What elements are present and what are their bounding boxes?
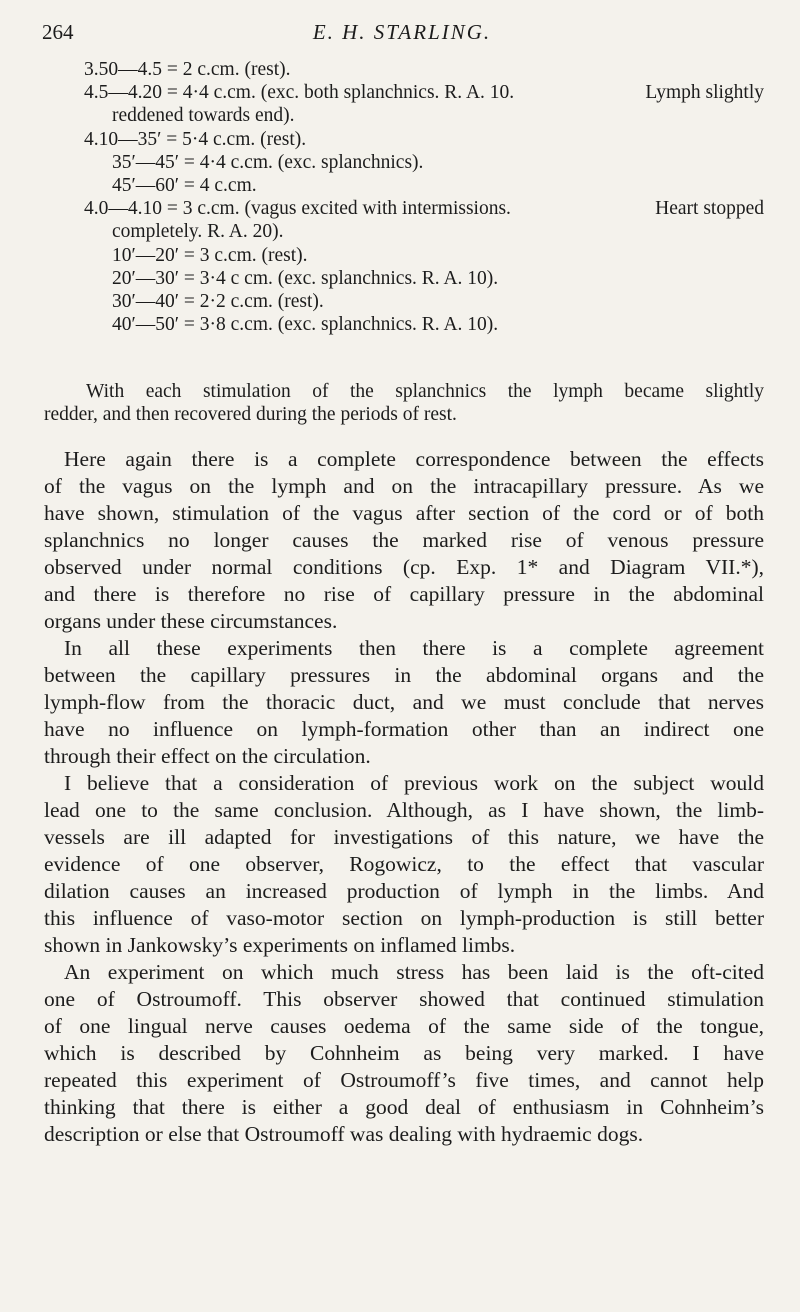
paragraph-line: have no influence on lymph-formation other than an indirect one (44, 717, 764, 741)
running-head: E. H. STARLING. (312, 20, 492, 44)
paragraph-line: lead one to the same conclusion. Although, as I have shown, the limb- (44, 798, 764, 822)
paragraph-line: lymph-flow from the thoracic duct, and we must conclude that nerves (44, 690, 764, 714)
paragraph-line: and there is therefore no rise of capillary pressure in the abdominal (44, 582, 764, 606)
protocol-line-note: Lymph slightly (645, 82, 764, 104)
paragraph-line: repeated this experiment of Ostroumoff’s five times, and cannot help (44, 1068, 764, 1092)
protocol-line (84, 81, 764, 104)
paragraph-line: Here again there is a complete correspondence between the effects (64, 447, 764, 471)
summary-line: redder, and then recovered during the periods of rest. (44, 404, 457, 426)
paragraph (44, 635, 764, 770)
protocol-line-main: 4.5—4.20 = 4·4 c.cm. (exc. both splanchnics. R. A. 10. (84, 82, 515, 104)
paragraph-line: thinking that there is either a good deal of enthusiasm in Cohnheim’s (44, 1095, 764, 1119)
protocol-summary (44, 380, 764, 426)
paragraph-line: observed under normal conditions (cp. Exp. 1* and Diagram VII.*), (44, 555, 764, 579)
paragraph-line: description or else that Ostroumoff was dealing with hydraemic dogs. (44, 1122, 644, 1146)
paragraph-line: vessels are ill adapted for investigations of this nature, we have the (44, 825, 764, 849)
protocol-line: 35′—45′ = 4·4 c.cm. (exc. splanchnics). (112, 151, 424, 173)
protocol-line: completely. R. A. 20). (112, 221, 284, 243)
paragraph (44, 770, 764, 959)
protocol-line: 4.10—35′ = 5·4 c.cm. (rest). (84, 128, 307, 150)
protocol-line: 3.50—4.5 = 2 c.cm. (rest). (84, 59, 291, 80)
protocol-line (84, 197, 764, 220)
paragraph-line: An experiment on which much stress has been laid is the oft-cited (64, 960, 764, 984)
body-text (44, 446, 764, 1148)
protocol-line: 20′—30′ = 3·4 c cm. (exc. splanchnics. R. A. 10). (112, 267, 499, 289)
paragraph-line: shown in Jankowsky’s experiments on inflamed limbs. (44, 933, 516, 957)
paragraph-line: have shown, stimulation of the vagus after section of the cord or of both (44, 501, 764, 525)
paragraph-line: In all these experiments then there is a complete agreement (64, 636, 764, 660)
paragraph-line: dilation causes an increased production of lymph in the limbs. And (44, 879, 764, 903)
summary-line: With each stimulation of the splanchnics the lymph became slightly (86, 381, 764, 402)
paragraph-line: through their effect on the circulation. (44, 744, 371, 768)
paragraph-line: one of Ostroumoff. This observer showed that continued stimulation (44, 987, 764, 1011)
page-number: 264 (42, 20, 74, 44)
paragraph-line: splanchnics no longer causes the marked rise of venous pressure (44, 528, 764, 552)
paragraph (44, 959, 764, 1148)
protocol-line-main: 4.0—4.10 = 3 c.cm. (vagus excited with intermissions. (84, 198, 511, 220)
paragraph-line: this influence of vaso-motor section on lymph-production is still better (44, 906, 764, 930)
paragraph-line: I believe that a consideration of previous work on the subject would (64, 771, 764, 795)
paragraph-line: evidence of one observer, Rogowicz, to the effect that vascular (44, 852, 764, 876)
protocol-line: 45′—60′ = 4 c.cm. (112, 175, 257, 197)
paragraph (44, 446, 764, 635)
page-header (42, 20, 762, 50)
protocol-line: 40′—50′ = 3·8 c.cm. (exc. splanchnics. R. A. 10). (112, 314, 499, 336)
paragraph-line: which is described by Cohnheim as being very marked. I have (44, 1041, 764, 1065)
experiment-protocol (84, 58, 764, 336)
protocol-line: 10′—20′ = 3 c.cm. (rest). (112, 244, 308, 266)
protocol-line-note: Heart stopped (655, 198, 764, 220)
protocol-line: 30′—40′ = 2·2 c.cm. (rest). (112, 291, 324, 313)
paragraph-line: of one lingual nerve causes oedema of the same side of the tongue, (44, 1014, 764, 1038)
protocol-line: reddened towards end). (112, 105, 295, 127)
paragraph-line: of the vagus on the lymph and on the intracapillary pressure. As we (44, 474, 764, 498)
paragraph-line: between the capillary pressures in the abdominal organs and the (44, 663, 764, 687)
paragraph-line: organs under these circumstances. (44, 609, 338, 633)
